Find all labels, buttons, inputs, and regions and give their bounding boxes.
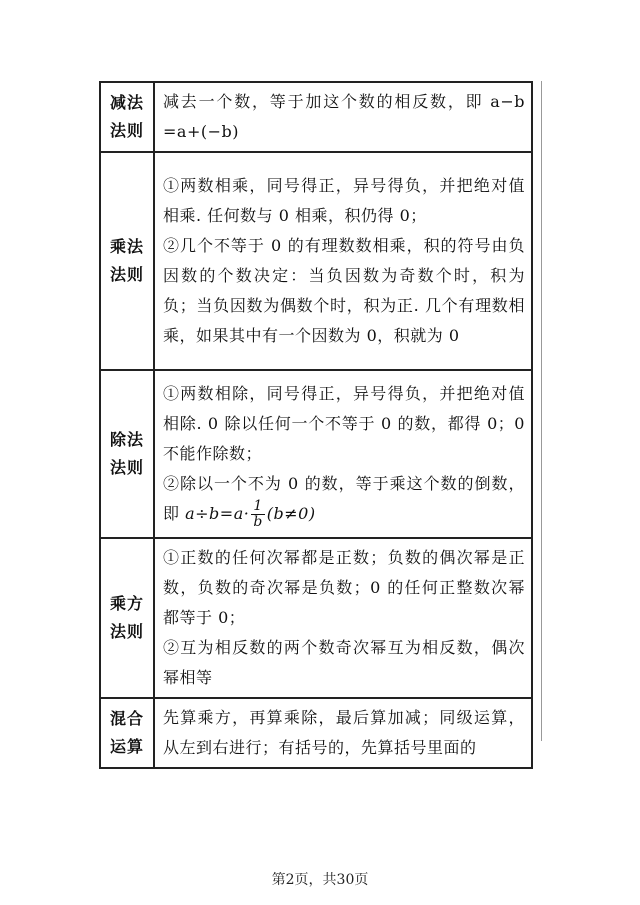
row-label-line: 运算 [109,737,144,756]
row-content-power [154,538,532,698]
rule-paragraph: 先算乘方，再算乘除，最后算加减；同级运算，从左到右进行；有括号的，先算括号里面的 [163,708,525,757]
rule-paragraph [163,469,525,530]
formula-part: a÷b=a· [185,503,250,523]
row-label-mixed [100,698,154,768]
row-label-line: 除法 [109,430,144,449]
rules-table [99,81,533,769]
row-label-subtraction [100,82,154,152]
row-content-subtraction [154,82,532,152]
row-content-mixed [154,698,532,768]
row-label-line: 减法 [109,93,144,112]
page-number: 第2页，共30页 [271,872,369,888]
rule-paragraph: ②互为相反数的两个数奇次幂互为相反数，偶次幂相等 [163,638,525,687]
row-label-line: 法则 [109,265,144,284]
row-label-multiplication [100,152,154,370]
row-label-line: 混合 [109,709,144,728]
rule-paragraph: ①正数的任何次幂都是正数；负数的偶次幂是正数，负数的奇次幂是负数；0 的任何正整数次幂都等于 0； [163,548,525,627]
formula-condition: (b≠0) [266,503,316,523]
row-content-multiplication [154,152,532,370]
row-label-line: 乘法 [109,237,144,256]
row-label-division [100,370,154,538]
table-row [100,82,532,152]
row-content-division [154,370,532,538]
fraction-numerator: 1 [251,499,264,515]
table-row [100,698,532,768]
margin-rule [541,81,542,741]
rule-paragraph: 减去一个数，等于加这个数的相反数，即 a−b =a+(−b) [163,92,525,141]
table-row [100,538,532,698]
fraction [251,499,264,530]
row-label-line: 法则 [109,121,144,140]
row-label-line: 法则 [109,458,144,477]
row-label-line: 乘方 [109,594,144,613]
table-row [100,370,532,538]
rule-paragraph: ①两数相乘，同号得正，异号得负，并把绝对值相乘. 任何数与 0 相乘，积仍得 0； [163,176,525,225]
fraction-denominator: b [253,513,263,530]
rule-paragraph: ②几个不等于 0 的有理数数相乘，积的符号由负因数的个数决定：当负因数为奇数个时，积为负；当负因数为偶数个时，积为正. 几个有理数相乘，如果其中有一个因数为 0，积就为 0 [163,236,525,345]
row-label-line: 法则 [109,622,144,641]
table-row [100,152,532,370]
rule-paragraph: ①两数相除，同号得正，异号得负，并把绝对值相除. 0 除以任何一个不等于 0 的数，都得 0；0 不能作除数； [163,383,525,463]
row-label-power [100,538,154,698]
rule-text: ②除以一个不为 0 的数，等于乘这个数的倒数，即 [163,473,525,523]
